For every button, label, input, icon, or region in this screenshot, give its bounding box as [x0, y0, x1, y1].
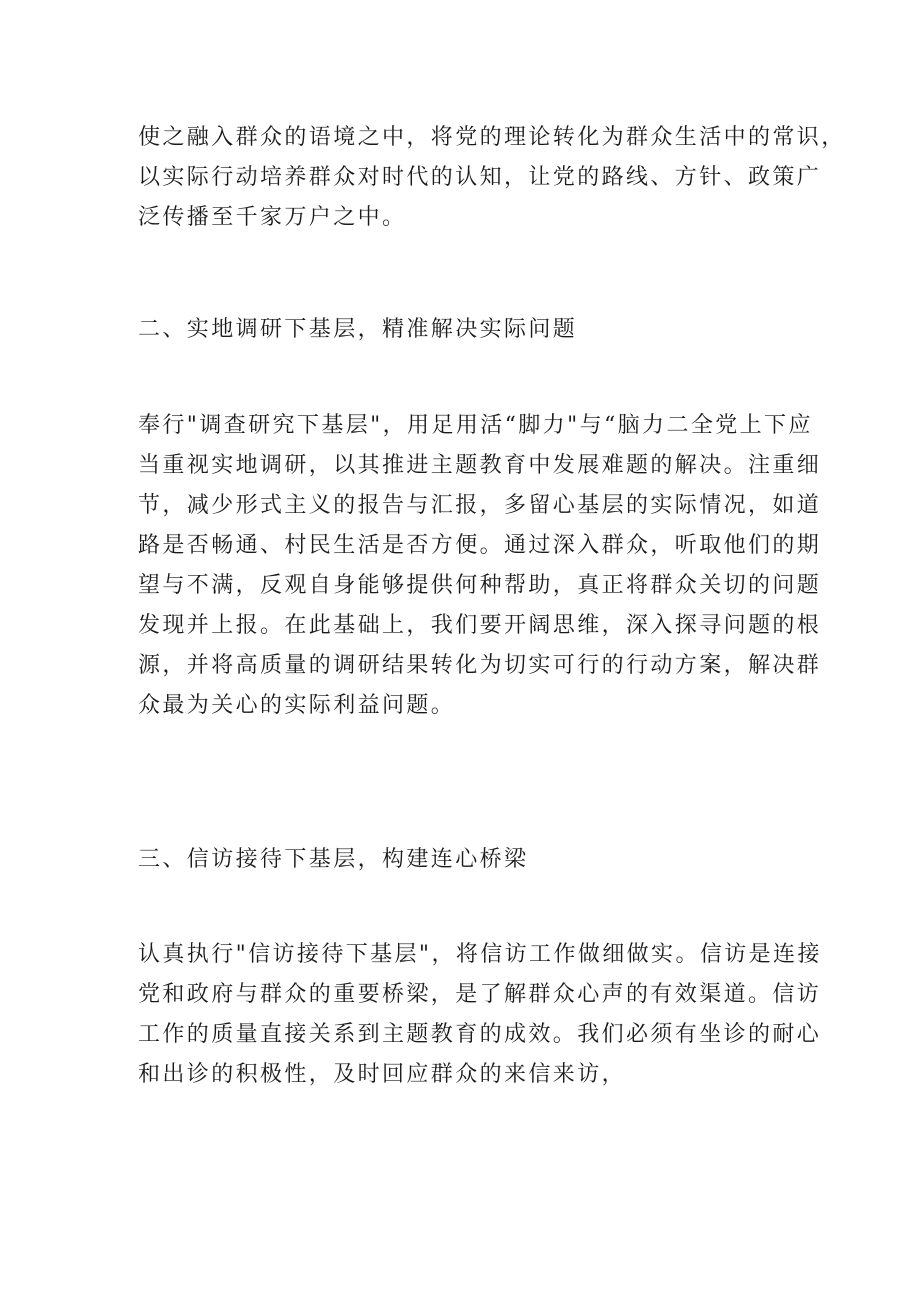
text-line: 路是否畅通、村民生活是否方便。通过深入群众，听取他们的期	[138, 533, 822, 558]
text-line: 党和政府与群众的重要桥梁，是了解群众心声的有效渠道。信访	[138, 982, 822, 1007]
text-line: 和出诊的积极性，及时回应群众的来信来访，	[138, 1062, 627, 1087]
text-line: 工作的质量直接关系到主题教育的成效。我们必须有坐诊的耐心	[138, 1022, 822, 1047]
text-line: 泛传播至千家万户之中。	[138, 205, 407, 230]
text-line: 奉行"调查研究下基层"，用足用活“脚力"与“脑力二全党上下应	[138, 413, 813, 438]
text-line: 使之融入群众的语境之中，将党的理论转化为群众生活中的常识，	[138, 125, 846, 150]
text-line: 众最为关心的实际利益问题。	[138, 693, 456, 718]
heading-text: 三、信访接待下基层，构建连心桥梁	[138, 847, 529, 872]
text-line: 以实际行动培养群众对时代的认知，让党的路线、方针、政策广	[138, 165, 822, 190]
section-heading-3	[138, 840, 798, 880]
section-heading-2	[138, 310, 798, 350]
heading-text: 二、实地调研下基层，精准解决实际问题	[138, 317, 578, 342]
paragraph-field-research	[138, 406, 822, 726]
paragraph-intro	[138, 118, 846, 238]
paragraph-petition	[138, 935, 822, 1095]
text-line: 发现并上报。在此基础上，我们要开阔思维，深入探寻问题的根	[138, 613, 822, 638]
text-line: 认真执行"信访接待下基层"，将信访工作做细做实。信访是连接	[138, 942, 822, 967]
text-line: 节，减少形式主义的报告与汇报，多留心基层的实际情况，如道	[138, 493, 822, 518]
text-line: 源，并将高质量的调研结果转化为切实可行的行动方案，解决群	[138, 653, 822, 678]
text-line: 当重视实地调研，以其推进主题教育中发展难题的解决。注重细	[138, 453, 822, 478]
text-line: 望与不满，反观自身能够提供何种帮助，真正将群众关切的问题	[138, 573, 822, 598]
